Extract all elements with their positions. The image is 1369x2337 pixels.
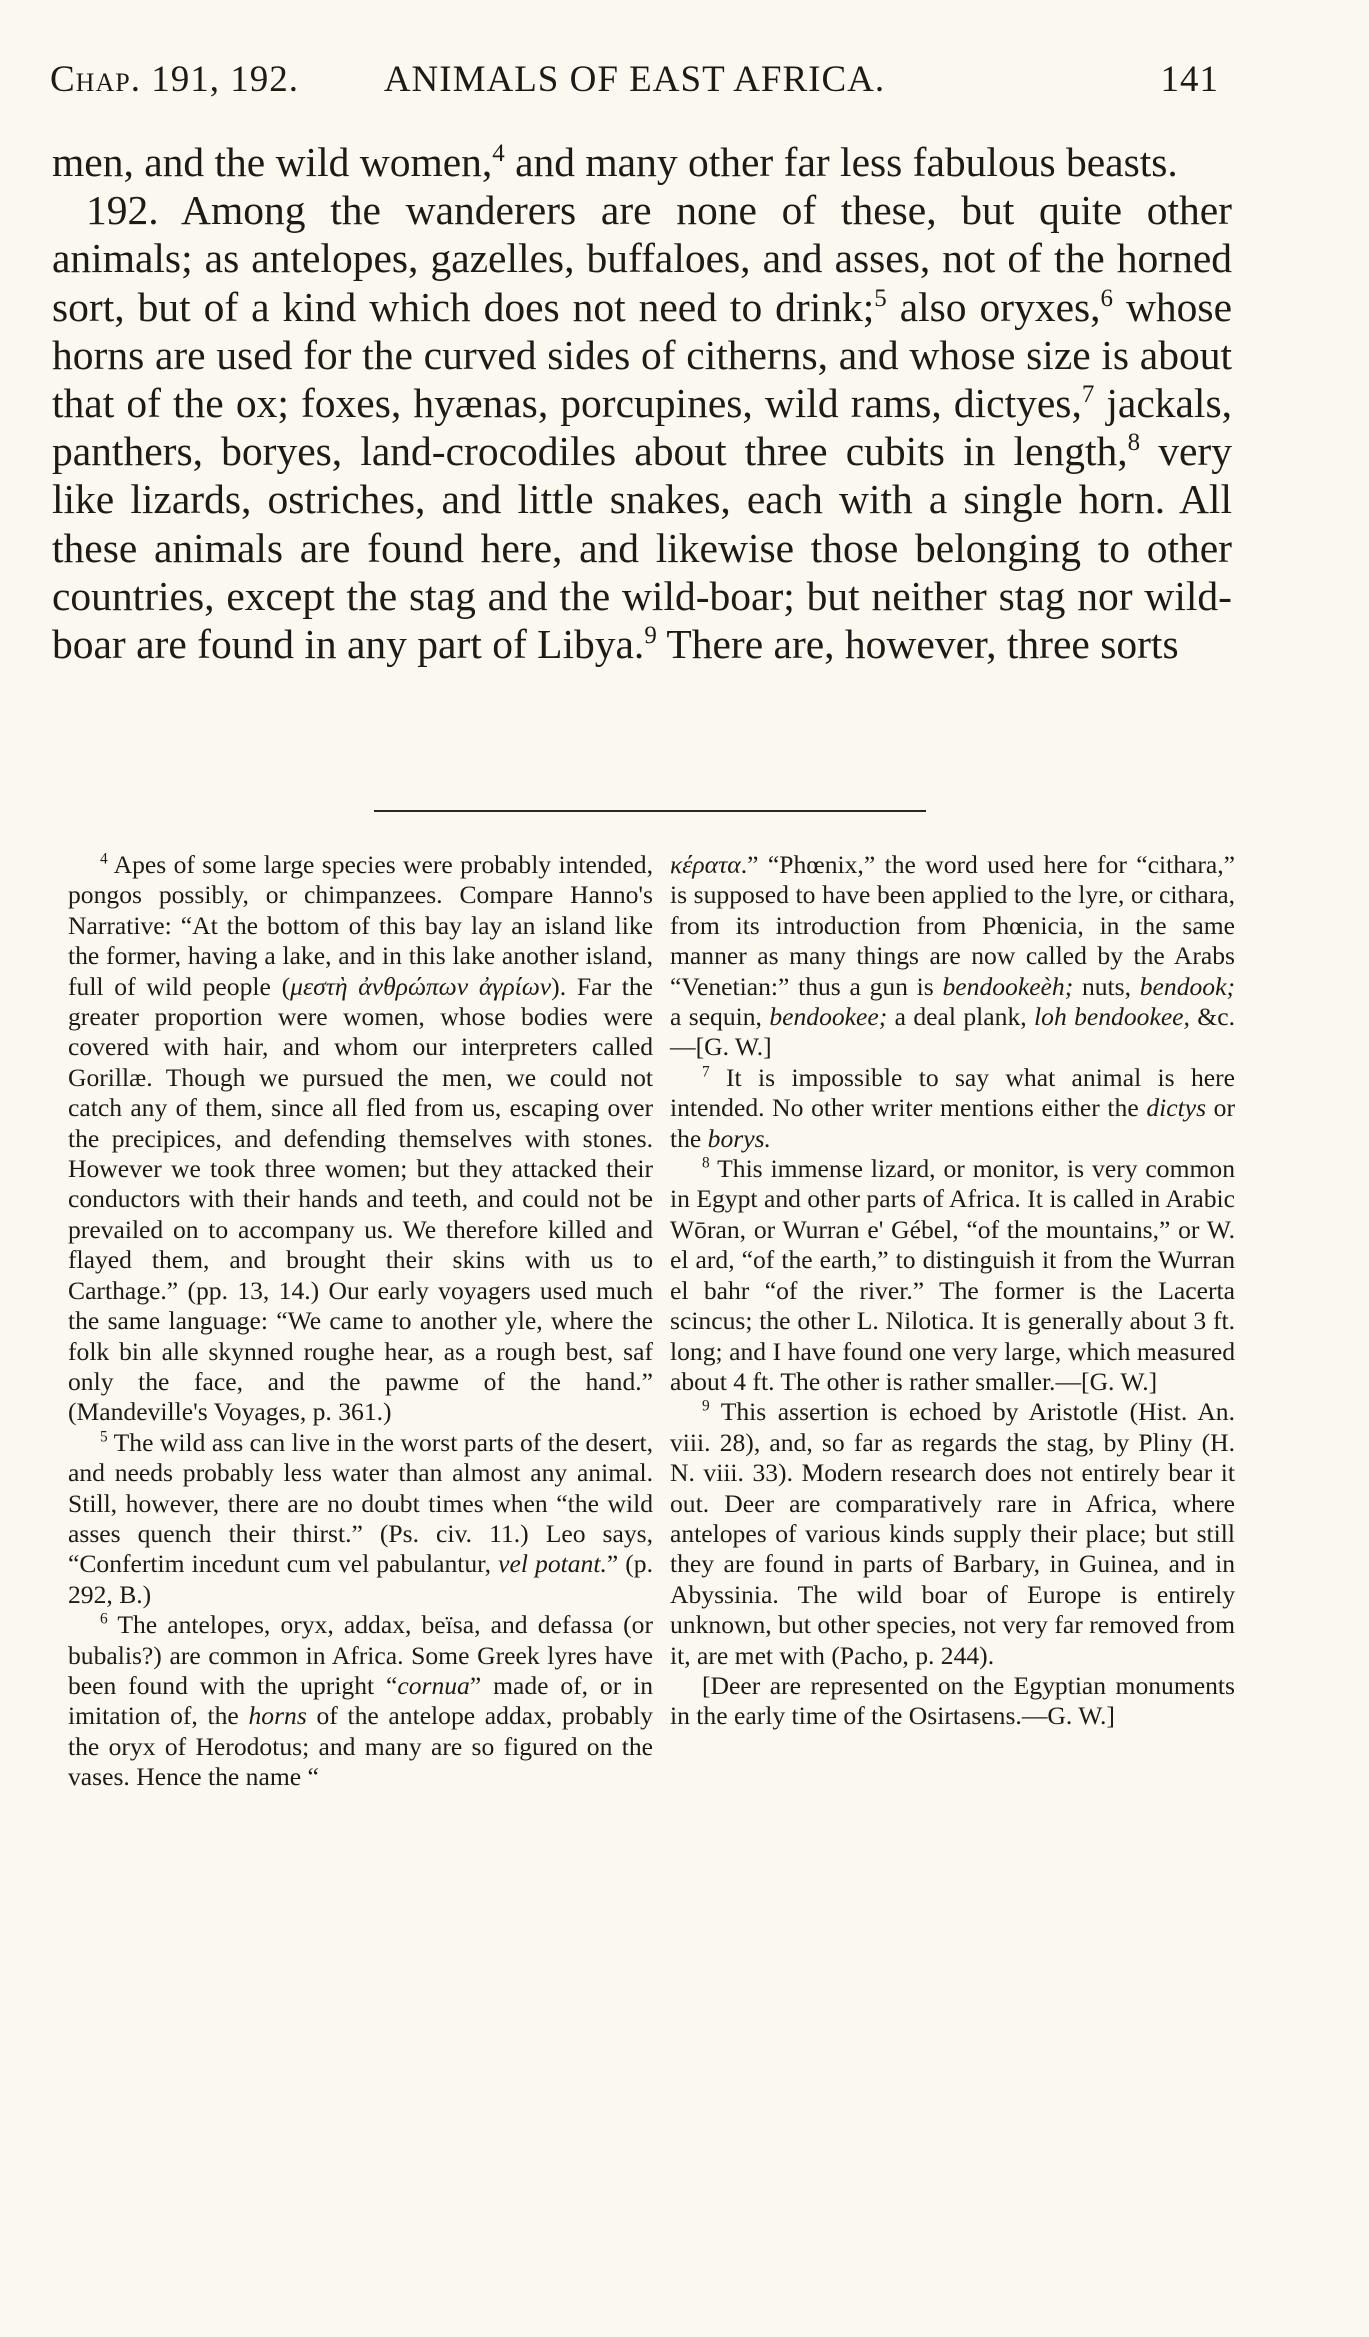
footnote-5: $^5$ The wild ass can live in the worst parts of the desert, and needs probably less water than almost any animal. Still, however, there are no doubt times when “the wild asses quench their thirst.” (Ps. civ. 11.) Leo says, “Confertim incedunt cum vel pabulantur, vel potant.” (p. 292, B.): [68, 1427, 653, 1609]
footnote-ref-5[interactable]: 5: [874, 284, 887, 312]
footnote-9: $^9$ This assertion is echoed by Aristotle (Hist. An. viii. 28), and, so far as regards the stag, by Pliny (H. N. viii. 33). Modern research does not entirely bear it out. Deer are comparatively rare in Africa, where antelopes of various kinds supply their place; but still they are found in parts of Barbary, in Guinea, and in Abyssinia. The wild boar of Europe is entirely unknown, but other species, not very far removed from it, are met with (Pacho, p. 244).: [670, 1397, 1235, 1670]
footnote-divider: [374, 810, 926, 812]
footnote-ref-8[interactable]: 8: [1127, 429, 1141, 457]
footnote-ref-9[interactable]: 9: [644, 622, 657, 650]
chapter-reference: Chap. 191, 192.: [50, 59, 299, 100]
paragraph-192: 192. Among the wanderers are none of these, but quite other animals; as antelopes, gazelles, buffaloes, and asses, not of the horned sort, but of a kind which does not need to drink;$^5$ also oryxes,$^6$ whose horns are used for the curved sides of citherns, and whose size is about that of the ox; foxes, hyænas, porcupines, wild rams, dictyes,$^7$ jackals, panthers, boryes, land-crocodiles about three cubits in length,$^8$ very like lizards, ostriches, and little snakes, each with a single horn. All these animals are found here, and likewise those belonging to other countries, except the stag and the wild-boar; but neither stag nor wild-boar are found in any part of Libya.$^9$ There are, however, three sorts: [52, 187, 1232, 668]
footnote-4: $^4$ Apes of some large species were probably intended, pongos possibly, or chimpanzees. Compare Hanno's Narrative: “At the bottom of this bay lay an island like the former, having a lake, and in this lake another island, full of wild people (μεστὴ ἀνθρώπων ἀγρίων). Far the greater proportion were women, whose bodies were covered with hair, and whom our interpreters called Gorillæ. Though we pursued the men, we could not catch any of them, since all fled from us, escaping over the precipices, and defending themselves with stones. However we took three women; but they attacked their conductors with their hands and teeth, and could not be prevailed on to accompany us. We therefore killed and flayed them, and brought their skins with us to Carthage.” (pp. 13, 14.) Our early voyagers used much the same language: “We came to another yle, where the folk bin alle skynned roughe hear, as a rough best, saf only the face, and the pawme of the hand.” (Mandeville's Voyages, p. 361.): [68, 850, 653, 1427]
footnotes-left-column: [68, 850, 653, 1793]
footnote-ref-7[interactable]: 7: [1081, 381, 1095, 409]
running-title: ANIMALS OF EAST AFRICA.: [383, 59, 886, 100]
page-number: 141: [1160, 59, 1219, 100]
paragraph-continuation: men, and the wild women,$^4$ and many other far less fabulous beasts.: [52, 139, 1178, 185]
footnote-9-editor-note: [Deer are represented on the Egyptian monuments in the early time of the Osirtasens.—G. W.]: [670, 1670, 1235, 1731]
main-text: [52, 138, 1232, 668]
footnote-8: $^8$ This immense lizard, or monitor, is very common in Egypt and other parts of Africa. It is called in Arabic Wōran, or Wurran e' Gébel, “of the mountains,” or W. el ard, “of the earth,” to distinguish it from the Wurran el bahr “of the river.” The former is the Lacerta scincus; the other L. Nilotica. It is generally about 3 ft. long; and I have found one very large, which measured about 4 ft. The other is rather smaller.—[G. W.]: [670, 1154, 1235, 1396]
footnotes-right-column: [670, 850, 1235, 1732]
footnote-7: $^7$ It is impossible to say what animal is here intended. No other writer mentions either the dictys or the borys.: [670, 1062, 1236, 1153]
footnote-ref-4[interactable]: 4: [492, 140, 505, 168]
footnote-6-continued: κέρατα.” “Phœnix,” the word used here for “cithara,” is supposed to have been applied to the lyre, or cithara, from its introduction from Phœnicia, in the same manner as many things are now called by the Arabs “Venetian:” thus a gun is bendookeèh; nuts, bendook; a sequin, bendookee; a deal plank, loh bendookee, &c.—[G. W.]: [670, 850, 1235, 1062]
footnote-ref-6[interactable]: 6: [1100, 284, 1113, 312]
running-header: [50, 58, 1219, 102]
footnote-6: $^6$ The antelopes, oryx, addax, beïsa, and defassa (or bubalis?) are common in Africa. Some Greek lyres have been found with the upright “cornua” made of, or in imitation of, the horns of the antelope addax, probably the oryx of Herodotus; and many are so figured on the vases. Hence the name “: [68, 1610, 653, 1792]
